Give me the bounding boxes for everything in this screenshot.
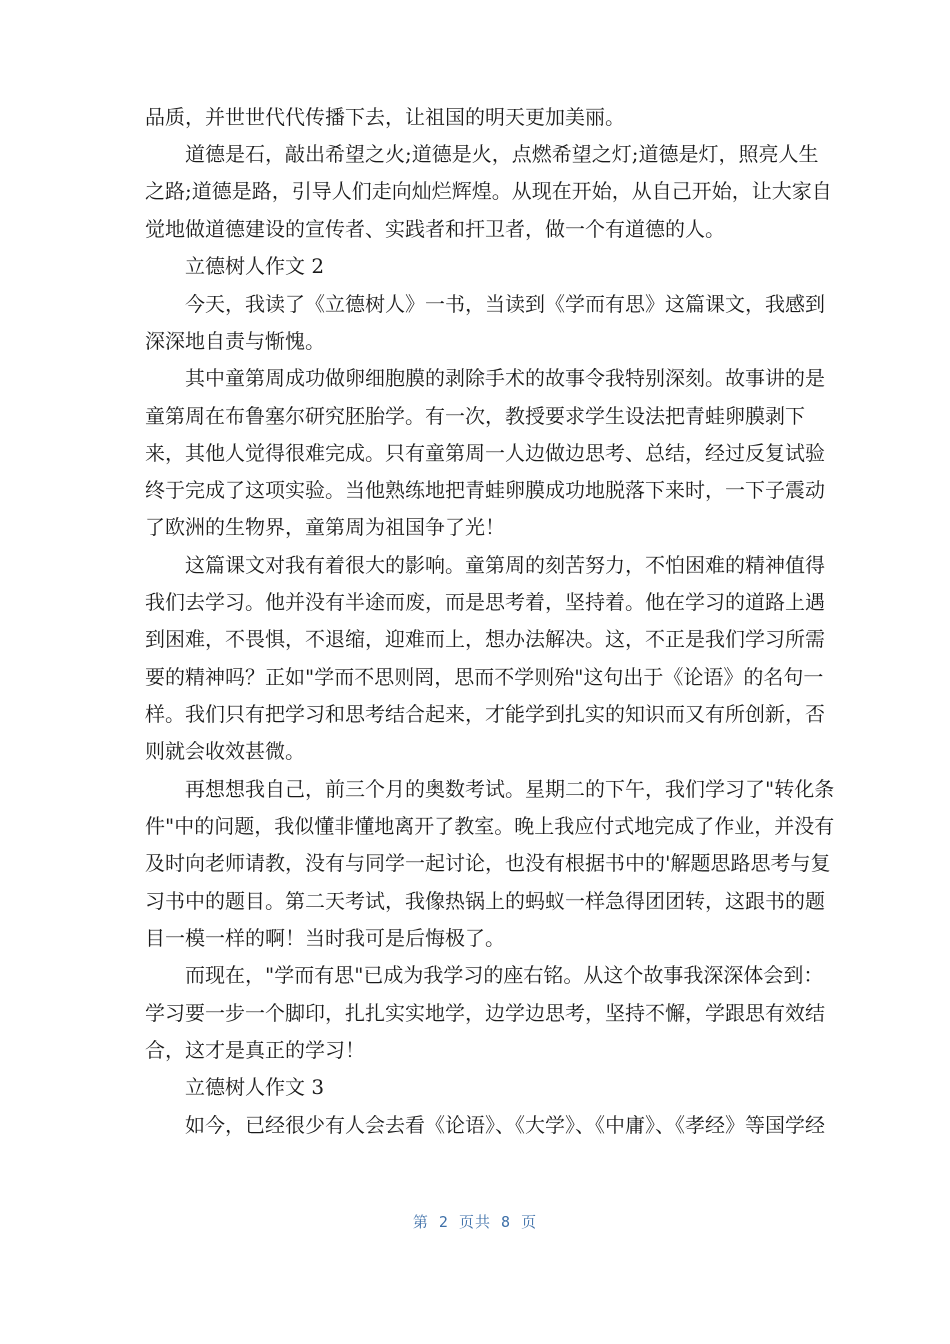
text-line: 则就会收效甚微。 (145, 739, 305, 763)
text-line: 之路;道德是路，引导人们走向灿烂辉煌。从现在开始，从自己开始，让大家自 (145, 179, 832, 203)
text-line: 再想想我自己，前三个月的奥数考试。星期二的下午，我们学习了"转化条 (185, 777, 835, 801)
section-heading: 立德树人作文 2 (185, 254, 325, 278)
text-line: 学习要一步一个脚印，扎扎实实地学，边学边思考，坚持不懈，学跟思有效结 (145, 1001, 825, 1025)
text-line: 到困难，不畏惧，不退缩，迎难而上，想办法解决。这，不正是我们学习所需 (145, 627, 825, 651)
text-line: 我们去学习。他并没有半途而废，而是思考着，坚持着。他在学习的道路上遇 (145, 590, 825, 614)
text-line: 来，其他人觉得很难完成。只有童第周一人边做边思考、总结，经过反复试验 (145, 441, 825, 465)
text-line: 深深地自责与惭愧。 (145, 329, 325, 353)
text-line: 品质，并世世代代传播下去，让祖国的明天更加美丽。 (145, 105, 625, 129)
text-line: 了欧洲的生物界，童第周为祖国争了光！ (145, 515, 505, 539)
page-number-footer: 第 2 页共 8 页 (412, 1213, 538, 1231)
text-line: 要的精神吗？正如"学而不思则罔，思而不学则殆"这句出于《论语》的名句一 (145, 665, 824, 689)
text-line: 如今，已经很少有人会去看《论语》、《大学》、《中庸》、《孝经》等国学经 (185, 1113, 825, 1137)
text-line: 这篇课文对我有着很大的影响。童第周的刻苦努力，不怕困难的精神值得 (185, 553, 825, 577)
text-line: 样。我们只有把学习和思考结合起来，才能学到扎实的知识而又有所创新，否 (145, 702, 825, 726)
text-line: 道德是石，敲出希望之火;道德是火，点燃希望之灯;道德是灯，照亮人生 (185, 142, 819, 166)
text-line: 习书中的题目。第二天考试，我像热锅上的蚂蚁一样急得团团转，这跟书的题 (145, 889, 825, 913)
text-line: 合，这才是真正的学习！ (145, 1038, 365, 1062)
text-line: 今天，我读了《立德树人》一书，当读到《学而有思》这篇课文，我感到 (185, 292, 825, 316)
text-line: 目一模一样的啊！当时我可是后悔极了。 (145, 926, 505, 950)
text-line: 觉地做道德建设的宣传者、实践者和扞卫者，做一个有道德的人。 (145, 217, 725, 241)
text-line: 其中童第周成功做卵细胞膜的剥除手术的故事令我特别深刻。故事讲的是 (185, 366, 825, 390)
text-line: 及时向老师请教，没有与同学一起讨论，也没有根据书中的'解题思路思考与复 (145, 851, 831, 875)
text-line: 件"中的问题，我似懂非懂地离开了教室。晚上我应付式地完成了作业，并没有 (145, 814, 835, 838)
text-line: 终于完成了这项实验。当他熟练地把青蛙卵膜成功地脱落下来时，一下子震动 (145, 478, 825, 502)
text-line: 童第周在布鲁塞尔研究胚胎学。有一次，教授要求学生设法把青蛙卵膜剥下 (145, 404, 805, 428)
section-heading: 立德树人作文 3 (185, 1075, 325, 1099)
text-line: 而现在，"学而有思"已成为我学习的座右铭。从这个故事我深深体会到： (185, 963, 824, 987)
